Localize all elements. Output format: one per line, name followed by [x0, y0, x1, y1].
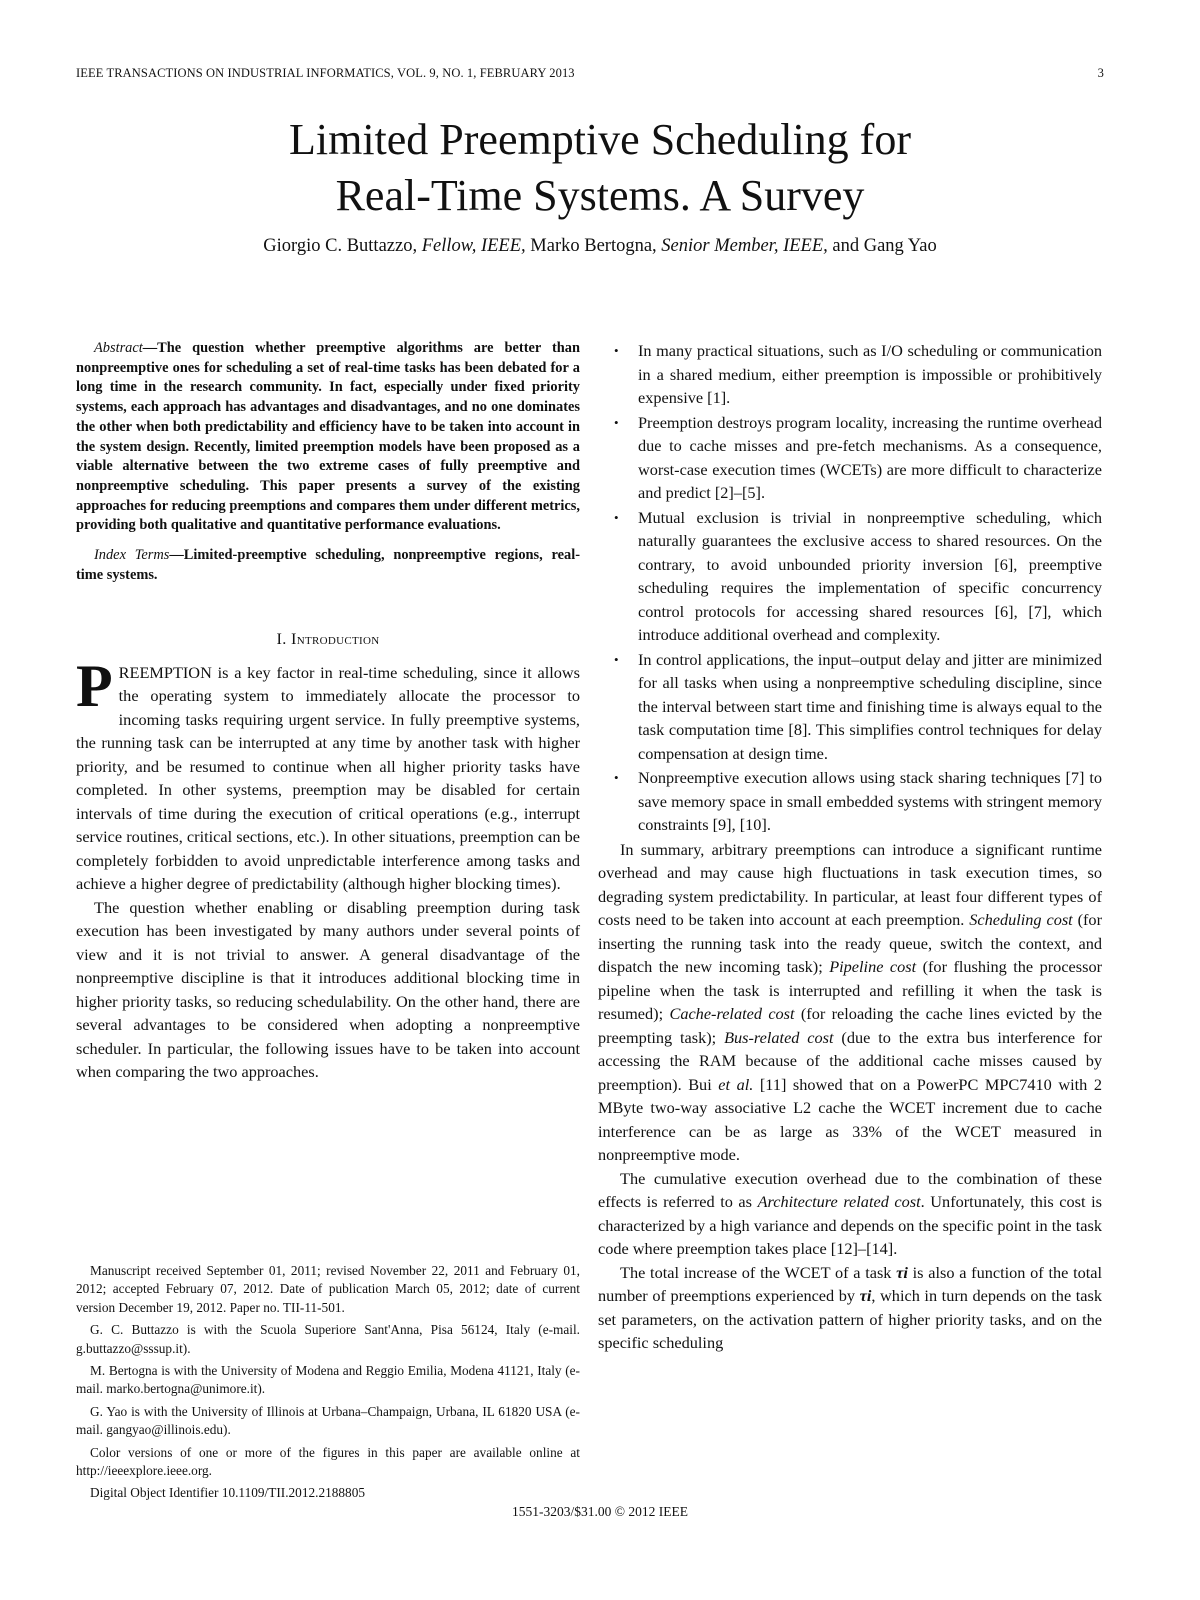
author-2-role: Senior Member, IEEE, — [661, 236, 828, 256]
summary-text-1: In summary, arbitrary preemptions can introduce a significant runtime overhead and may cause high fluctuations in task execution times, so degrading system predictability. In particular, at least four different types of costs need to be taken into account at each preemption. — [598, 839, 1102, 929]
summary-text-5: (due to the extra bus interference for accessing the RAM because of the additional cache misses caused by preemption). Bui — [598, 1027, 1103, 1094]
author-list — [0, 236, 1200, 257]
term-bus-related-cost: Bus-related cost — [724, 1027, 834, 1047]
term-architecture-related-cost: Architecture related cost — [757, 1192, 921, 1211]
author-3: and Gang Yao — [827, 236, 937, 256]
summary-text-2: (for inserting the running task into the ready queue, switch the context, and dispatch the new incoming task); — [598, 910, 1102, 976]
author-1-role: Fellow, IEEE, — [421, 236, 526, 256]
author-2-name: Marko Bertogna, — [525, 236, 662, 256]
total-text-1: The total increase of the WCET of a task — [620, 1262, 897, 1282]
right-column — [598, 339, 1102, 1355]
summary-paragraph — [598, 838, 1102, 1167]
list-item: • In many practical situations, such as I/O scheduling or communication in a shared medium, either preemption is impossible or prohibitively expensive [1]. — [598, 339, 1102, 410]
list-item: • Preemption destroys program locality, increasing the runtime overhead due to cache misses and pre-fetch mechanisms. As a consequence, worst-case execution times (WCETs) are more difficult to characterize and predict [2]–[5]. — [598, 411, 1102, 505]
left-column — [76, 339, 580, 1084]
cumulative-text-2: . Unfortunately, this cost is characterized by a high variance and depends on the specific point in the task code where preemption takes place [12]–[14]. — [598, 1192, 1102, 1258]
abstract-label: Abstract — [94, 340, 143, 356]
total-paragraph — [598, 1261, 1102, 1355]
intro-paragraph-2: The question whether enabling or disabling preemption during task execution has been investigated by many authors under several points of view and it is not trivial to answer. A general disadvantage of the nonpreemptive discipline is that it introduces additional blocking time in higher priority tasks, so reducing schedulability. On the other hand, there are several advantages to be considered when adopting a nonpreemptive scheduler. In particular, the following issues have to be taken into account when comparing the two approaches. — [76, 897, 580, 1082]
section-number: I. — [276, 629, 291, 649]
term-scheduling-cost: Scheduling cost — [969, 910, 1073, 929]
footnotes — [76, 1262, 580, 1507]
paper-title — [0, 112, 1200, 224]
index-terms — [76, 546, 580, 585]
abstract-text: —The question whether preemptive algorithms are better than nonpreemptive ones for scheduling a set of real-time tasks has been debated for a long time in the research community. In fact, especially under fixed priority systems, each approach has advantages and disadvantages, and no one dominates the other when both predictability and efficiency have to be taken into account in the system design. Recently, limited preemption models have been proposed as a viable alternative between the two extreme cases of fully preemptive and nonpreemptive scheduling. This paper presents a survey of the existing approaches for reducing preemptions and compares them under different metrics, providing both qualitative and quantitative performance evaluations. — [76, 340, 580, 534]
footnote-author-1: G. C. Buttazzo is with the Scuola Superiore Sant'Anna, Pisa 56124, Italy (e-mail. g.buttazzo@sssup.it). — [76, 1322, 580, 1356]
journal-name: IEEE TRANSACTIONS ON INDUSTRIAL INFORMATICS, VOL. 9, NO. 1, FEBRUARY 2013 — [76, 66, 575, 80]
list-item: • In control applications, the input–output delay and jitter are minimized for all tasks when using a nonpreemptive scheduling discipline, since the interval between start time and finishing time is always equal to the task computation time [8]. This simplifies control techniques for delay compensation at design time. — [598, 648, 1102, 766]
cumulative-text-1: The cumulative execution overhead due to the combination of these effects is referred to as — [598, 1168, 1102, 1211]
term-et-al: et al. — [718, 1074, 754, 1094]
total-text-3: , which in turn depends on the task set parameters, on the activation pattern of higher priority tasks, and on the specific scheduling — [598, 1286, 1102, 1352]
index-terms-label: Index Terms — [94, 547, 170, 564]
footnote-author-2: M. Bertogna is with the University of Modena and Reggio Emilia, Modena 41121, Italy (e-mail. marko.bertogna@unimore.it). — [76, 1363, 580, 1397]
section-title: Introduction — [291, 629, 380, 649]
intro-paragraph-1 — [76, 652, 580, 896]
list-item: • Nonpreemptive execution allows using stack sharing techniques [7] to save memory space in small embedded systems with stringent memory constraints [9], [10]. — [598, 766, 1102, 837]
term-pipeline-cost: Pipeline cost — [829, 957, 917, 976]
summary-text-6: [11] showed that on a PowerPC MPC7410 with 2 MByte two-way associative L2 cache the WCET increment due to cache interference can be as large as 33% of the WCET measured in nonpreemptive mode. — [598, 1074, 1102, 1164]
footnote-doi: Digital Object Identifier 10.1109/TII.2012.2188805 — [90, 1485, 365, 1501]
title-line-2: Real-Time Systems. A Survey — [335, 171, 865, 220]
section-heading-introduction — [76, 627, 580, 651]
summary-text-3: (for flushing the processor pipeline when the task is interrupted and refilling it when the task is resumed); — [598, 957, 1103, 1023]
symbol-tau-i: τi — [896, 1262, 908, 1282]
title-line-1: Limited Preemptive Scheduling for — [289, 115, 911, 164]
term-cache-related-cost: Cache-related cost — [669, 1004, 795, 1023]
author-1-name: Giorgio C. Buttazzo, — [263, 236, 422, 256]
total-text-2: is also a function of the total number of preemptions experienced by — [598, 1262, 1103, 1305]
page-number: 3 — [1097, 66, 1104, 80]
intro-paragraph-1-text: REEMPTION is a key factor in real-time scheduling, since it allows the operating system to immediately allocate the processor to incoming tasks requiring urgent service. In fully preemptive systems, the running task can be interrupted at any time by another task with higher priority, and be resumed to continue when all higher priority tasks have completed. In other systems, preemption may be disabled for certain intervals of time during the execution of critical operations (e.g., interrupt service routines, critical sections, etc.). In other situations, preemption can be completely forbidden to avoid unpredictable interference among tasks and achieve a higher degree of predictability (although higher blocking times). — [76, 662, 580, 894]
summary-text-4: (for reloading the cache lines evicted by the preempting task); — [598, 1004, 1103, 1047]
footnote-manuscript: Manuscript received September 01, 2011; revised November 22, 2011 and February 01, 2012; accepted February 07, 2012. Date of publication March 05, 2012; date of current version December 19, 2012. Paper no. TII-11-501. — [76, 1263, 580, 1315]
list-item: • Mutual exclusion is trivial in nonpreemptive scheduling, which naturally guarantees the exclusive access to shared resources. On the contrary, to avoid unbounded priority inversion [6], preemptive scheduling requires the implementation of specific concurrency control protocols for accessing shared resources [6], [7], which introduce additional overhead and complexity. — [598, 506, 1102, 647]
cumulative-paragraph — [598, 1167, 1102, 1261]
symbol-tau-i: τi — [859, 1286, 872, 1305]
footnote-color: Color versions of one or more of the figures in this paper are available online at http://ieeexplore.ieee.org. — [76, 1444, 580, 1479]
drop-cap: P — [76, 652, 113, 719]
footnote-author-3: G. Yao is with the University of Illinois at Urbana–Champaign, Urbana, IL 61820 USA (e-mail. gangyao@illinois.edu). — [76, 1403, 580, 1438]
issues-list — [598, 339, 1102, 837]
abstract — [76, 339, 580, 536]
index-terms-text: —Limited-preemptive scheduling, nonpreemptive regions, real-time systems. — [76, 547, 580, 583]
copyright-footer: 1551-3203/$31.00 © 2012 IEEE — [512, 1504, 688, 1519]
